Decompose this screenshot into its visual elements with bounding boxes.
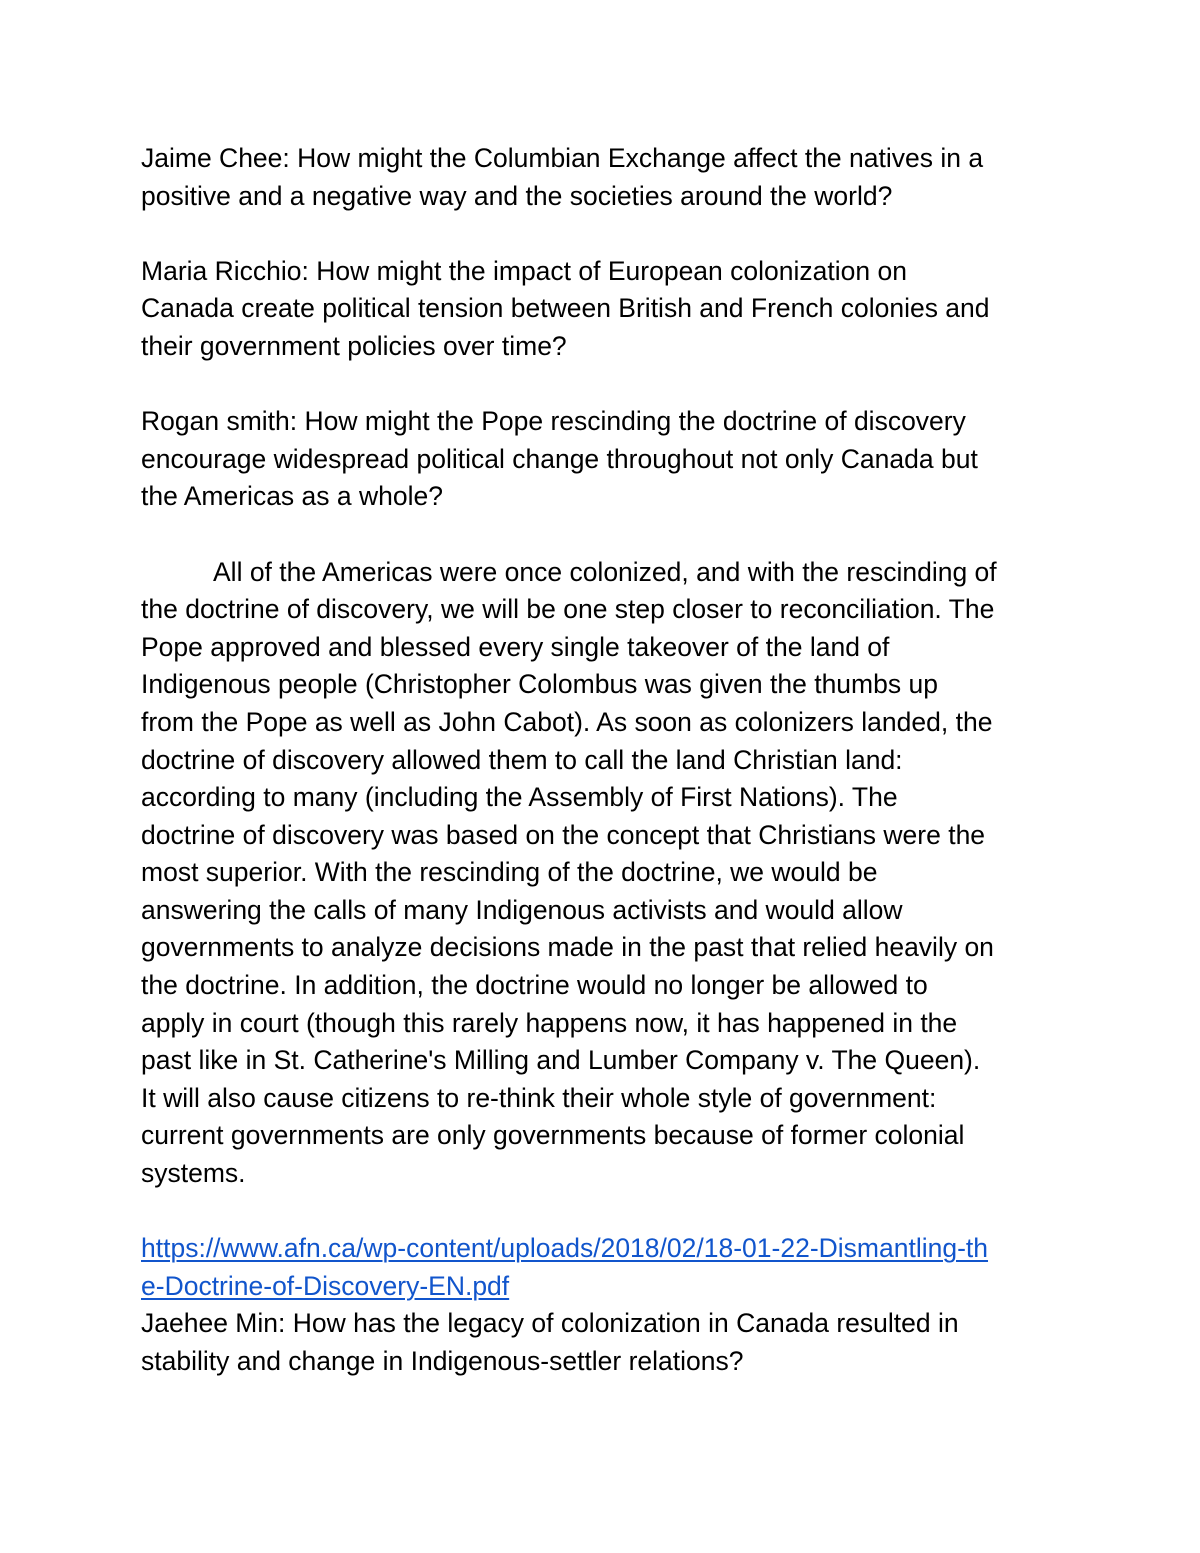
- text-line: stability and change in Indigenous-settler relations?: [141, 1346, 744, 1376]
- paragraph-spacer: [141, 516, 1061, 554]
- text-line: Jaehee Min: How has the legacy of colonization in Canada resulted in: [141, 1308, 959, 1339]
- source-link-block: [141, 1230, 1061, 1305]
- paragraph-spacer: [141, 215, 1061, 253]
- document-body: [141, 140, 1061, 1381]
- question-jaehee-min: [141, 1305, 1061, 1380]
- text-line: Pope approved and blessed every single takeover of the land of: [141, 631, 890, 662]
- text-line: doctrine of discovery allowed them to call the land Christian land:: [141, 744, 903, 775]
- text-line: the doctrine. In addition, the doctrine would no longer be allowed to: [141, 970, 928, 1001]
- text-line: positive and a negative way and the societies around the world?: [141, 180, 893, 211]
- text-line: doctrine of discovery was based on the concept that Christians were the: [141, 819, 986, 850]
- text-line: All of the Americas were once colonized, and with the rescinding of: [213, 556, 997, 587]
- answer-paragraph: [141, 554, 1061, 1193]
- text-line: current governments are only governments because of former colonial: [141, 1120, 965, 1151]
- text-line: the Americas as a whole?: [141, 481, 443, 512]
- text-line: encourage widespread political change throughout not only Canada but: [141, 443, 978, 474]
- text-line: Indigenous people (Christopher Colombus was given the thumbs up: [141, 669, 938, 700]
- text-line: Jaime Chee: How might the Columbian Exchange affect the natives in a: [141, 143, 984, 173]
- text-line: past like in St. Catherine's Milling and Lumber Company v. The Queen).: [141, 1045, 981, 1076]
- text-line: systems.: [141, 1158, 246, 1189]
- paragraph-spacer: [141, 366, 1061, 404]
- text-line: answering the calls of many Indigenous activists and would allow: [141, 894, 903, 925]
- text-line: from the Pope as well as John Cabot). As soon as colonizers landed, the: [141, 706, 993, 737]
- question-jaime-chee: [141, 140, 1061, 215]
- question-maria-ricchio: [141, 253, 1061, 366]
- text-line: according to many (including the Assembly of First Nations). The: [141, 782, 898, 813]
- text-line-first: [141, 554, 1061, 592]
- source-link-continued[interactable]: e-Doctrine-of-Discovery-EN.pdf: [141, 1270, 510, 1301]
- text-line: the doctrine of discovery, we will be one step closer to reconciliation. The: [141, 594, 995, 625]
- text-line: governments to analyze decisions made in the past that relied heavily on: [141, 932, 994, 963]
- question-rogan-smith: [141, 403, 1061, 516]
- text-line: Rogan smith: How might the Pope rescinding the doctrine of discovery: [141, 406, 966, 437]
- text-line: their government policies over time?: [141, 330, 567, 361]
- paragraph-spacer: [141, 1193, 1061, 1231]
- text-line: It will also cause citizens to re-think their whole style of government:: [141, 1082, 937, 1113]
- text-line: Maria Ricchio: How might the impact of European colonization on: [141, 255, 907, 286]
- source-link[interactable]: https://www.afn.ca/wp-content/uploads/2018/02/18-01-22-Dismantling-th: [141, 1233, 989, 1264]
- text-line: apply in court (though this rarely happens now, it has happened in the: [141, 1007, 958, 1038]
- text-line: Canada create political tension between British and French colonies and: [141, 293, 990, 324]
- text-line: most superior. With the rescinding of the doctrine, we would be: [141, 857, 878, 888]
